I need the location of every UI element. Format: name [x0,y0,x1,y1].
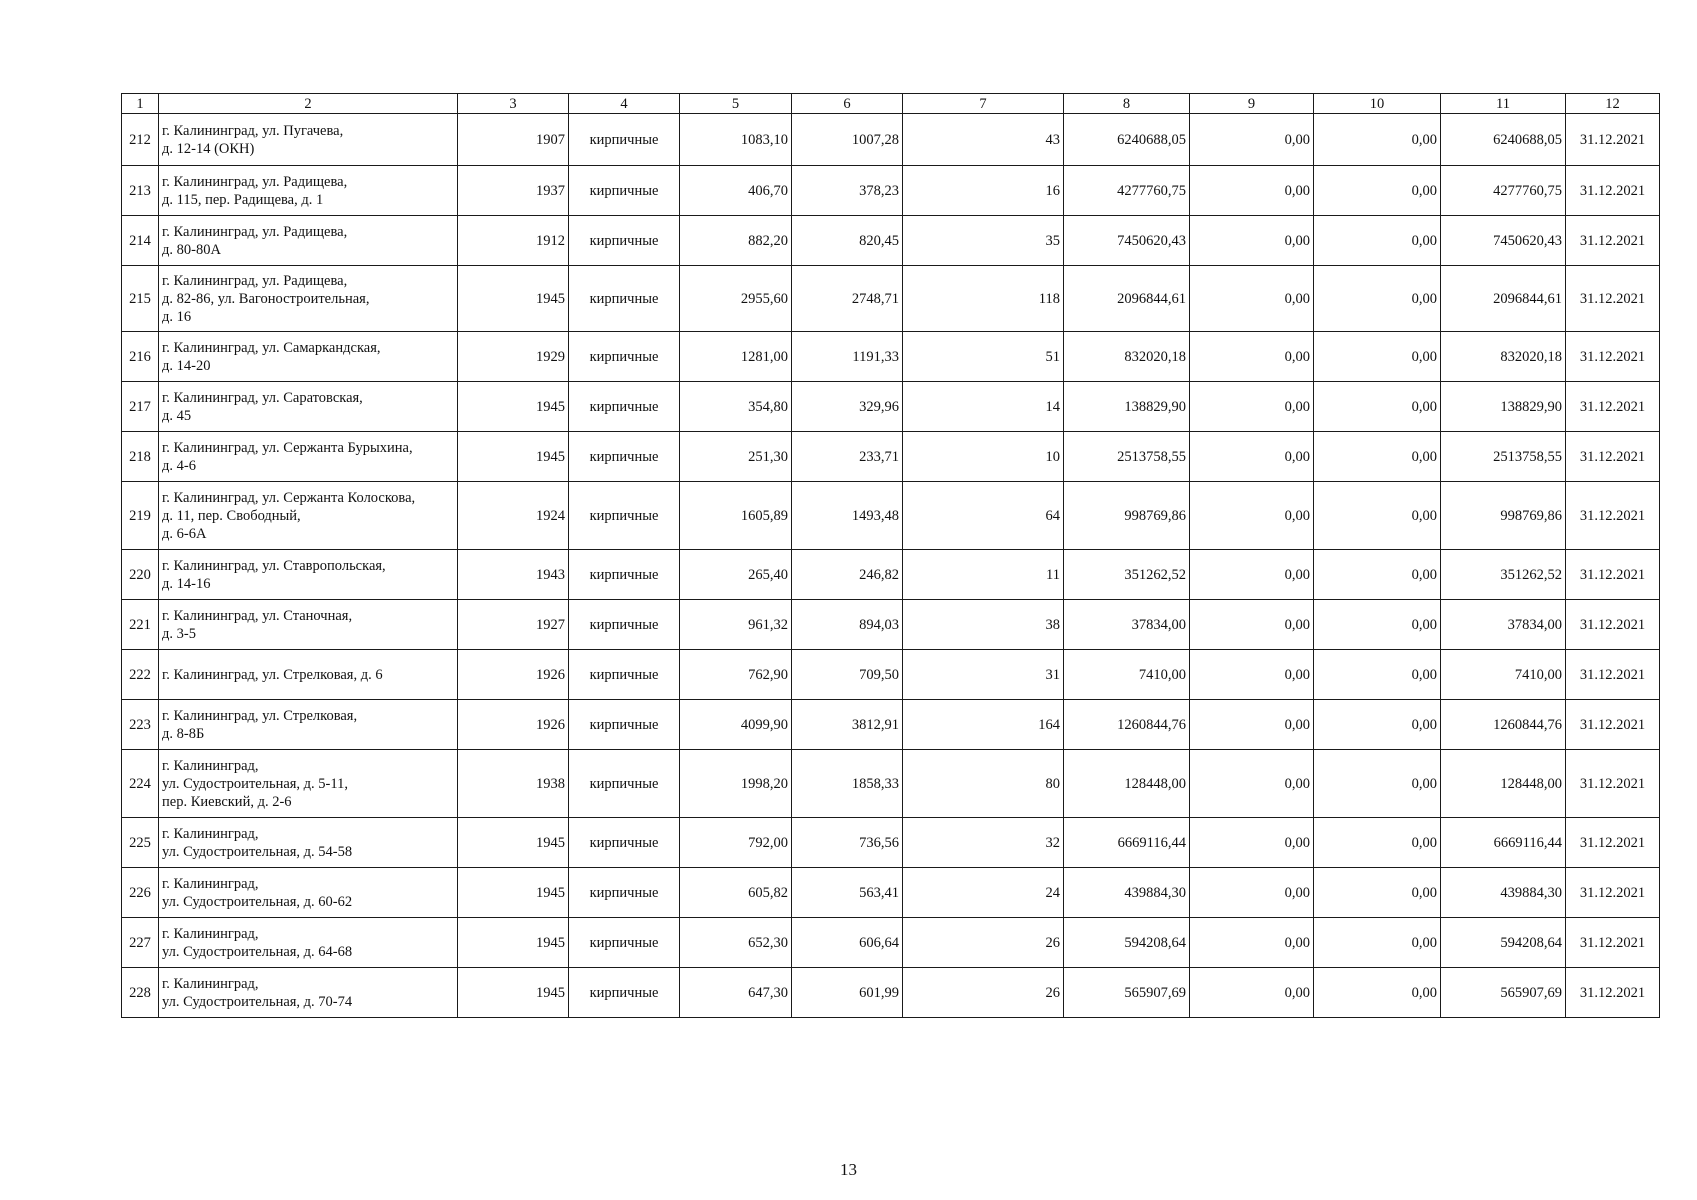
area-total-cell: 2955,60 [680,266,792,332]
col10-cell: 0,00 [1314,114,1441,166]
table-body [122,114,1660,1018]
material-cell: кирпичные [569,868,680,918]
address-cell: г. Калининград, ул. Стрелковая, д. 6 [159,650,458,700]
date-cell: 31.12.2021 [1566,868,1660,918]
cost-total-cell: 6240688,05 [1064,114,1190,166]
area-living-cell: 3812,91 [792,700,903,750]
table-row [122,382,1660,432]
cost-owners-cell: 4277760,75 [1441,166,1566,216]
cost-total-cell: 7410,00 [1064,650,1190,700]
table-row [122,166,1660,216]
col10-cell: 0,00 [1314,332,1441,382]
address-cell: г. Калининград, ул. Судостроительная, д. 54-58 [159,818,458,868]
row-number: 221 [122,600,159,650]
cost-owners-cell: 2096844,61 [1441,266,1566,332]
col10-cell: 0,00 [1314,266,1441,332]
area-total-cell: 1083,10 [680,114,792,166]
cost-owners-cell: 138829,90 [1441,382,1566,432]
address-cell: г. Калининград, ул. Судостроительная, д. 64-68 [159,918,458,968]
column-header-1: 1 [122,94,159,114]
col9-cell: 0,00 [1190,166,1314,216]
row-number: 219 [122,482,159,550]
area-living-cell: 233,71 [792,432,903,482]
col10-cell: 0,00 [1314,600,1441,650]
area-living-cell: 709,50 [792,650,903,700]
row-number: 227 [122,918,159,968]
column-header-5: 5 [680,94,792,114]
col9-cell: 0,00 [1190,266,1314,332]
table-row [122,216,1660,266]
year-cell: 1927 [458,600,569,650]
col10-cell: 0,00 [1314,482,1441,550]
row-number: 228 [122,968,159,1018]
area-total-cell: 1281,00 [680,332,792,382]
address-cell: г. Калининград, ул. Судостроительная, д. 70-74 [159,968,458,1018]
area-living-cell: 246,82 [792,550,903,600]
material-cell: кирпичные [569,968,680,1018]
row-number: 218 [122,432,159,482]
area-total-cell: 1605,89 [680,482,792,550]
residents-cell: 32 [903,818,1064,868]
year-cell: 1926 [458,650,569,700]
area-total-cell: 4099,90 [680,700,792,750]
residents-cell: 26 [903,968,1064,1018]
cost-owners-cell: 6669116,44 [1441,818,1566,868]
date-cell: 31.12.2021 [1566,266,1660,332]
cost-owners-cell: 565907,69 [1441,968,1566,1018]
year-cell: 1945 [458,918,569,968]
material-cell: кирпичные [569,166,680,216]
material-cell: кирпичные [569,114,680,166]
residents-cell: 10 [903,432,1064,482]
table-row [122,650,1660,700]
year-cell: 1945 [458,868,569,918]
area-living-cell: 606,64 [792,918,903,968]
area-living-cell: 329,96 [792,382,903,432]
cost-total-cell: 351262,52 [1064,550,1190,600]
area-total-cell: 882,20 [680,216,792,266]
registry-table [121,93,1660,1018]
column-header-9: 9 [1190,94,1314,114]
address-cell: г. Калининград, ул. Пугачева, д. 12-14 (ОКН) [159,114,458,166]
col9-cell: 0,00 [1190,968,1314,1018]
col9-cell: 0,00 [1190,216,1314,266]
col10-cell: 0,00 [1314,700,1441,750]
residents-cell: 118 [903,266,1064,332]
table-row [122,266,1660,332]
column-header-8: 8 [1064,94,1190,114]
residents-cell: 31 [903,650,1064,700]
table-row [122,968,1660,1018]
year-cell: 1912 [458,216,569,266]
address-cell: г. Калининград, ул. Сержанта Колоскова, д. 11, пер. Свободный, д. 6-6А [159,482,458,550]
year-cell: 1926 [458,700,569,750]
cost-owners-cell: 128448,00 [1441,750,1566,818]
area-total-cell: 762,90 [680,650,792,700]
column-header-3: 3 [458,94,569,114]
address-cell: г. Калининград, ул. Ставропольская, д. 14-16 [159,550,458,600]
page-number: 13 [840,1160,857,1179]
area-living-cell: 563,41 [792,868,903,918]
col9-cell: 0,00 [1190,550,1314,600]
cost-total-cell: 4277760,75 [1064,166,1190,216]
cost-owners-cell: 594208,64 [1441,918,1566,968]
cost-owners-cell: 439884,30 [1441,868,1566,918]
area-living-cell: 820,45 [792,216,903,266]
material-cell: кирпичные [569,918,680,968]
col10-cell: 0,00 [1314,382,1441,432]
row-number: 212 [122,114,159,166]
address-cell: г. Калининград, ул. Радищева, д. 80-80А [159,216,458,266]
column-header-4: 4 [569,94,680,114]
year-cell: 1938 [458,750,569,818]
area-total-cell: 792,00 [680,818,792,868]
cost-total-cell: 1260844,76 [1064,700,1190,750]
year-cell: 1945 [458,432,569,482]
col9-cell: 0,00 [1190,600,1314,650]
col9-cell: 0,00 [1190,482,1314,550]
residents-cell: 26 [903,918,1064,968]
col9-cell: 0,00 [1190,868,1314,918]
area-living-cell: 1493,48 [792,482,903,550]
cost-total-cell: 2096844,61 [1064,266,1190,332]
col9-cell: 0,00 [1190,432,1314,482]
material-cell: кирпичные [569,700,680,750]
table-row [122,600,1660,650]
address-cell: г. Калининград, ул. Саратовская, д. 45 [159,382,458,432]
material-cell: кирпичные [569,650,680,700]
cost-owners-cell: 7410,00 [1441,650,1566,700]
cost-total-cell: 832020,18 [1064,332,1190,382]
column-header-6: 6 [792,94,903,114]
row-number: 222 [122,650,159,700]
area-total-cell: 605,82 [680,868,792,918]
row-number: 224 [122,750,159,818]
address-cell: г. Калининград, ул. Станочная, д. 3-5 [159,600,458,650]
year-cell: 1937 [458,166,569,216]
material-cell: кирпичные [569,600,680,650]
date-cell: 31.12.2021 [1566,432,1660,482]
year-cell: 1945 [458,382,569,432]
col10-cell: 0,00 [1314,432,1441,482]
cost-total-cell: 594208,64 [1064,918,1190,968]
cost-total-cell: 6669116,44 [1064,818,1190,868]
col10-cell: 0,00 [1314,918,1441,968]
col9-cell: 0,00 [1190,650,1314,700]
col10-cell: 0,00 [1314,868,1441,918]
address-cell: г. Калининград, ул. Радищева, д. 82-86, ул. Вагоностроительная, д. 16 [159,266,458,332]
col10-cell: 0,00 [1314,550,1441,600]
residents-cell: 38 [903,600,1064,650]
col10-cell: 0,00 [1314,216,1441,266]
col9-cell: 0,00 [1190,750,1314,818]
row-number: 223 [122,700,159,750]
header-row [122,94,1660,114]
year-cell: 1945 [458,818,569,868]
cost-owners-cell: 2513758,55 [1441,432,1566,482]
address-cell: г. Калининград, ул. Судостроительная, д. 60-62 [159,868,458,918]
cost-owners-cell: 1260844,76 [1441,700,1566,750]
date-cell: 31.12.2021 [1566,600,1660,650]
material-cell: кирпичные [569,550,680,600]
col9-cell: 0,00 [1190,818,1314,868]
row-number: 226 [122,868,159,918]
table-row [122,482,1660,550]
residents-cell: 24 [903,868,1064,918]
cost-total-cell: 439884,30 [1064,868,1190,918]
material-cell: кирпичные [569,332,680,382]
date-cell: 31.12.2021 [1566,382,1660,432]
material-cell: кирпичные [569,216,680,266]
area-total-cell: 251,30 [680,432,792,482]
cost-total-cell: 998769,86 [1064,482,1190,550]
residents-cell: 14 [903,382,1064,432]
table-row [122,700,1660,750]
year-cell: 1945 [458,968,569,1018]
col10-cell: 0,00 [1314,650,1441,700]
cost-owners-cell: 6240688,05 [1441,114,1566,166]
cost-total-cell: 2513758,55 [1064,432,1190,482]
col9-cell: 0,00 [1190,918,1314,968]
material-cell: кирпичные [569,818,680,868]
column-header-2: 2 [159,94,458,114]
date-cell: 31.12.2021 [1566,700,1660,750]
material-cell: кирпичные [569,266,680,332]
row-number: 220 [122,550,159,600]
residents-cell: 164 [903,700,1064,750]
address-cell: г. Калининград, ул. Сержанта Бурыхина, д. 4-6 [159,432,458,482]
col9-cell: 0,00 [1190,382,1314,432]
residents-cell: 80 [903,750,1064,818]
row-number: 225 [122,818,159,868]
row-number: 217 [122,382,159,432]
area-living-cell: 894,03 [792,600,903,650]
residents-cell: 35 [903,216,1064,266]
col10-cell: 0,00 [1314,968,1441,1018]
cost-total-cell: 565907,69 [1064,968,1190,1018]
cost-total-cell: 138829,90 [1064,382,1190,432]
table-row [122,332,1660,382]
material-cell: кирпичные [569,482,680,550]
cost-owners-cell: 832020,18 [1441,332,1566,382]
row-number: 214 [122,216,159,266]
area-living-cell: 378,23 [792,166,903,216]
column-header-12: 12 [1566,94,1660,114]
material-cell: кирпичные [569,382,680,432]
cost-owners-cell: 37834,00 [1441,600,1566,650]
cost-owners-cell: 351262,52 [1441,550,1566,600]
date-cell: 31.12.2021 [1566,482,1660,550]
table-row [122,432,1660,482]
area-total-cell: 265,40 [680,550,792,600]
year-cell: 1924 [458,482,569,550]
area-total-cell: 961,32 [680,600,792,650]
year-cell: 1945 [458,266,569,332]
area-living-cell: 736,56 [792,818,903,868]
table-row [122,868,1660,918]
residents-cell: 11 [903,550,1064,600]
row-number: 213 [122,166,159,216]
cost-owners-cell: 998769,86 [1441,482,1566,550]
table-row [122,818,1660,868]
area-living-cell: 1007,28 [792,114,903,166]
cost-owners-cell: 7450620,43 [1441,216,1566,266]
area-total-cell: 652,30 [680,918,792,968]
column-header-11: 11 [1441,94,1566,114]
date-cell: 31.12.2021 [1566,918,1660,968]
row-number: 215 [122,266,159,332]
year-cell: 1929 [458,332,569,382]
residents-cell: 16 [903,166,1064,216]
date-cell: 31.12.2021 [1566,114,1660,166]
year-cell: 1943 [458,550,569,600]
residents-cell: 51 [903,332,1064,382]
col10-cell: 0,00 [1314,166,1441,216]
year-cell: 1907 [458,114,569,166]
area-living-cell: 601,99 [792,968,903,1018]
column-header-10: 10 [1314,94,1441,114]
col9-cell: 0,00 [1190,700,1314,750]
cost-total-cell: 37834,00 [1064,600,1190,650]
date-cell: 31.12.2021 [1566,650,1660,700]
table-row [122,114,1660,166]
area-living-cell: 2748,71 [792,266,903,332]
table-row [122,750,1660,818]
address-cell: г. Калининград, ул. Судостроительная, д. 5-11, пер. Киевский, д. 2-6 [159,750,458,818]
cost-total-cell: 7450620,43 [1064,216,1190,266]
col9-cell: 0,00 [1190,332,1314,382]
date-cell: 31.12.2021 [1566,332,1660,382]
date-cell: 31.12.2021 [1566,216,1660,266]
residents-cell: 64 [903,482,1064,550]
area-living-cell: 1858,33 [792,750,903,818]
row-number: 216 [122,332,159,382]
table-row [122,918,1660,968]
date-cell: 31.12.2021 [1566,166,1660,216]
material-cell: кирпичные [569,750,680,818]
date-cell: 31.12.2021 [1566,550,1660,600]
col10-cell: 0,00 [1314,750,1441,818]
address-cell: г. Калининград, ул. Радищева, д. 115, пер. Радищева, д. 1 [159,166,458,216]
table-row [122,550,1660,600]
area-total-cell: 406,70 [680,166,792,216]
address-cell: г. Калининград, ул. Самаркандская, д. 14-20 [159,332,458,382]
area-total-cell: 1998,20 [680,750,792,818]
date-cell: 31.12.2021 [1566,818,1660,868]
area-total-cell: 647,30 [680,968,792,1018]
residents-cell: 43 [903,114,1064,166]
col9-cell: 0,00 [1190,114,1314,166]
material-cell: кирпичные [569,432,680,482]
address-cell: г. Калининград, ул. Стрелковая, д. 8-8Б [159,700,458,750]
column-header-7: 7 [903,94,1064,114]
cost-total-cell: 128448,00 [1064,750,1190,818]
col10-cell: 0,00 [1314,818,1441,868]
date-cell: 31.12.2021 [1566,750,1660,818]
date-cell: 31.12.2021 [1566,968,1660,1018]
area-total-cell: 354,80 [680,382,792,432]
area-living-cell: 1191,33 [792,332,903,382]
